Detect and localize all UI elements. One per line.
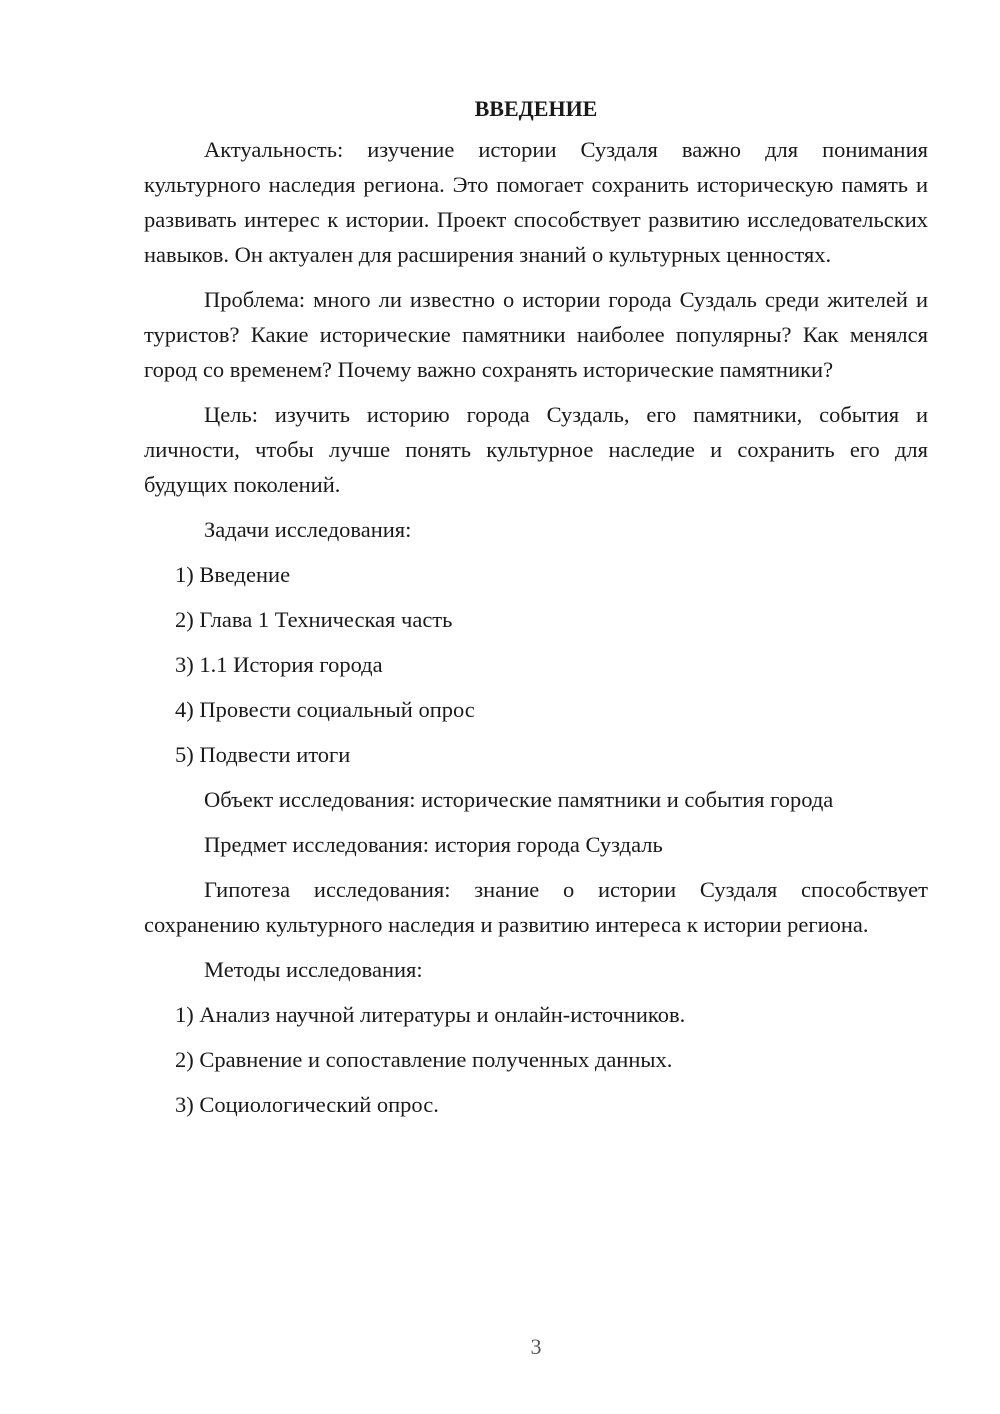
paragraph-goal: Цель: изучить историю города Суздаль, его памятники, события и личности, чтобы лучше понять культурное наследие и сохранить его для будущих поколений.: [144, 402, 928, 497]
paragraph-problem: Проблема: много ли известно о истории города Суздаль среди жителей и туристов? Какие исторические памятники наиболее популярны? Как менялся город со временем? Почему важно сохранять исторические памятники?: [144, 287, 928, 382]
list-item: 2) Глава 1 Техническая часть: [175, 607, 453, 632]
research-object: Объект исследования: исторические памятники и события города: [204, 787, 834, 812]
tasks-heading: Задачи исследования:: [204, 517, 412, 542]
list-item: 4) Провести социальный опрос: [175, 697, 475, 722]
document-page: [144, 92, 928, 1132]
list-item: 5) Подвести итоги: [175, 742, 351, 767]
page-number: 3: [530, 1334, 542, 1359]
list-item: 1) Введение: [175, 562, 291, 587]
page-title: ВВЕДЕНИЕ: [474, 96, 598, 121]
tasks-list: [144, 557, 928, 772]
list-item: 3) Социологический опрос.: [175, 1092, 439, 1117]
paragraph-hypothesis: Гипотеза исследования: знание о истории Суздаля способствует сохранению культурного наследия и развитию интереса к истории региона.: [144, 877, 928, 937]
research-subject: Предмет исследования: история города Суздаль: [204, 832, 663, 857]
paragraph-relevance: Актуальность: изучение истории Суздаля важно для понимания культурного наследия региона. Это помогает сохранить историческую память и развивать интерес к истории. Проект способствует развитию исследовательских навыков. Он актуален для расширения знаний о культурных ценностях.: [144, 137, 928, 267]
methods-list: [144, 997, 928, 1122]
list-item: 3) 1.1 История города: [175, 652, 383, 677]
list-item: 2) Сравнение и сопоставление полученных данных.: [175, 1047, 673, 1072]
list-item: 1) Анализ научной литературы и онлайн-источников.: [175, 1002, 686, 1027]
methods-heading: Методы исследования:: [204, 957, 423, 982]
